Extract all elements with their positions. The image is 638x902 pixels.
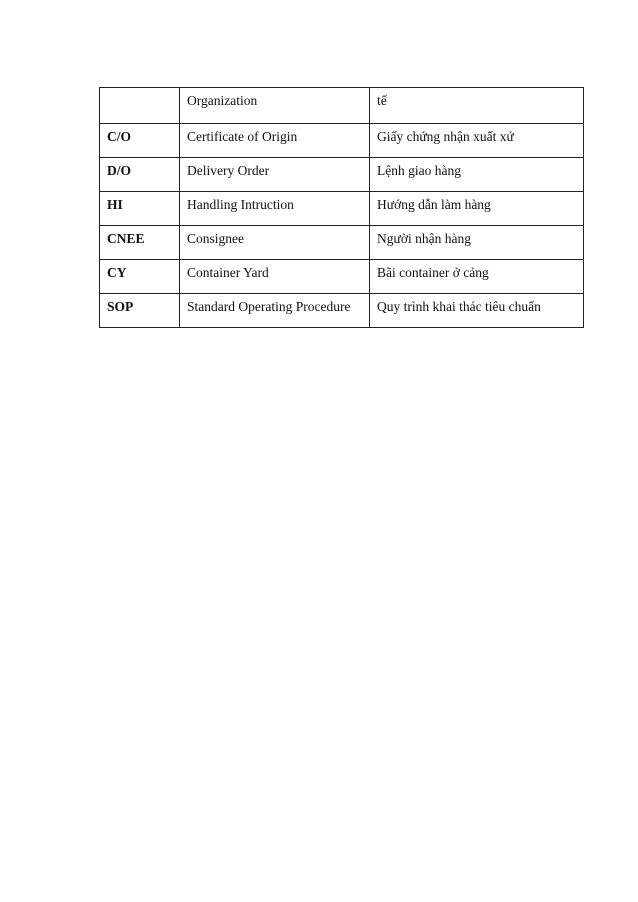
vietnamese-term-cell: Người nhận hàng (370, 226, 584, 260)
english-term-cell: Certificate of Origin (180, 124, 370, 158)
glossary-table (99, 87, 584, 328)
abbreviation-cell: C/O (100, 124, 180, 158)
vietnamese-term-cell: Hướng dẫn làm hàng (370, 192, 584, 226)
table-row (100, 158, 584, 192)
table-row (100, 124, 584, 158)
vietnamese-term-cell: Quy trình khai thác tiêu chuẩn (370, 294, 584, 328)
english-term-cell: Organization (180, 88, 370, 124)
table-row (100, 294, 584, 328)
abbreviation-cell: CY (100, 260, 180, 294)
table-row (100, 260, 584, 294)
english-term-cell: Container Yard (180, 260, 370, 294)
table-row (100, 88, 584, 124)
table-row (100, 192, 584, 226)
vietnamese-term-cell: Giấy chứng nhận xuất xứ (370, 124, 584, 158)
vietnamese-term-cell: tế (370, 88, 584, 124)
abbreviation-cell: HI (100, 192, 180, 226)
abbreviation-cell: SOP (100, 294, 180, 328)
abbreviation-cell: D/O (100, 158, 180, 192)
english-term-cell: Standard Operating Procedure (180, 294, 370, 328)
abbreviation-cell (100, 88, 180, 124)
english-term-cell: Handling Intruction (180, 192, 370, 226)
abbreviation-cell: CNEE (100, 226, 180, 260)
english-term-cell: Consignee (180, 226, 370, 260)
vietnamese-term-cell: Lệnh giao hàng (370, 158, 584, 192)
english-term-cell: Delivery Order (180, 158, 370, 192)
vietnamese-term-cell: Bãi container ở cảng (370, 260, 584, 294)
table-row (100, 226, 584, 260)
